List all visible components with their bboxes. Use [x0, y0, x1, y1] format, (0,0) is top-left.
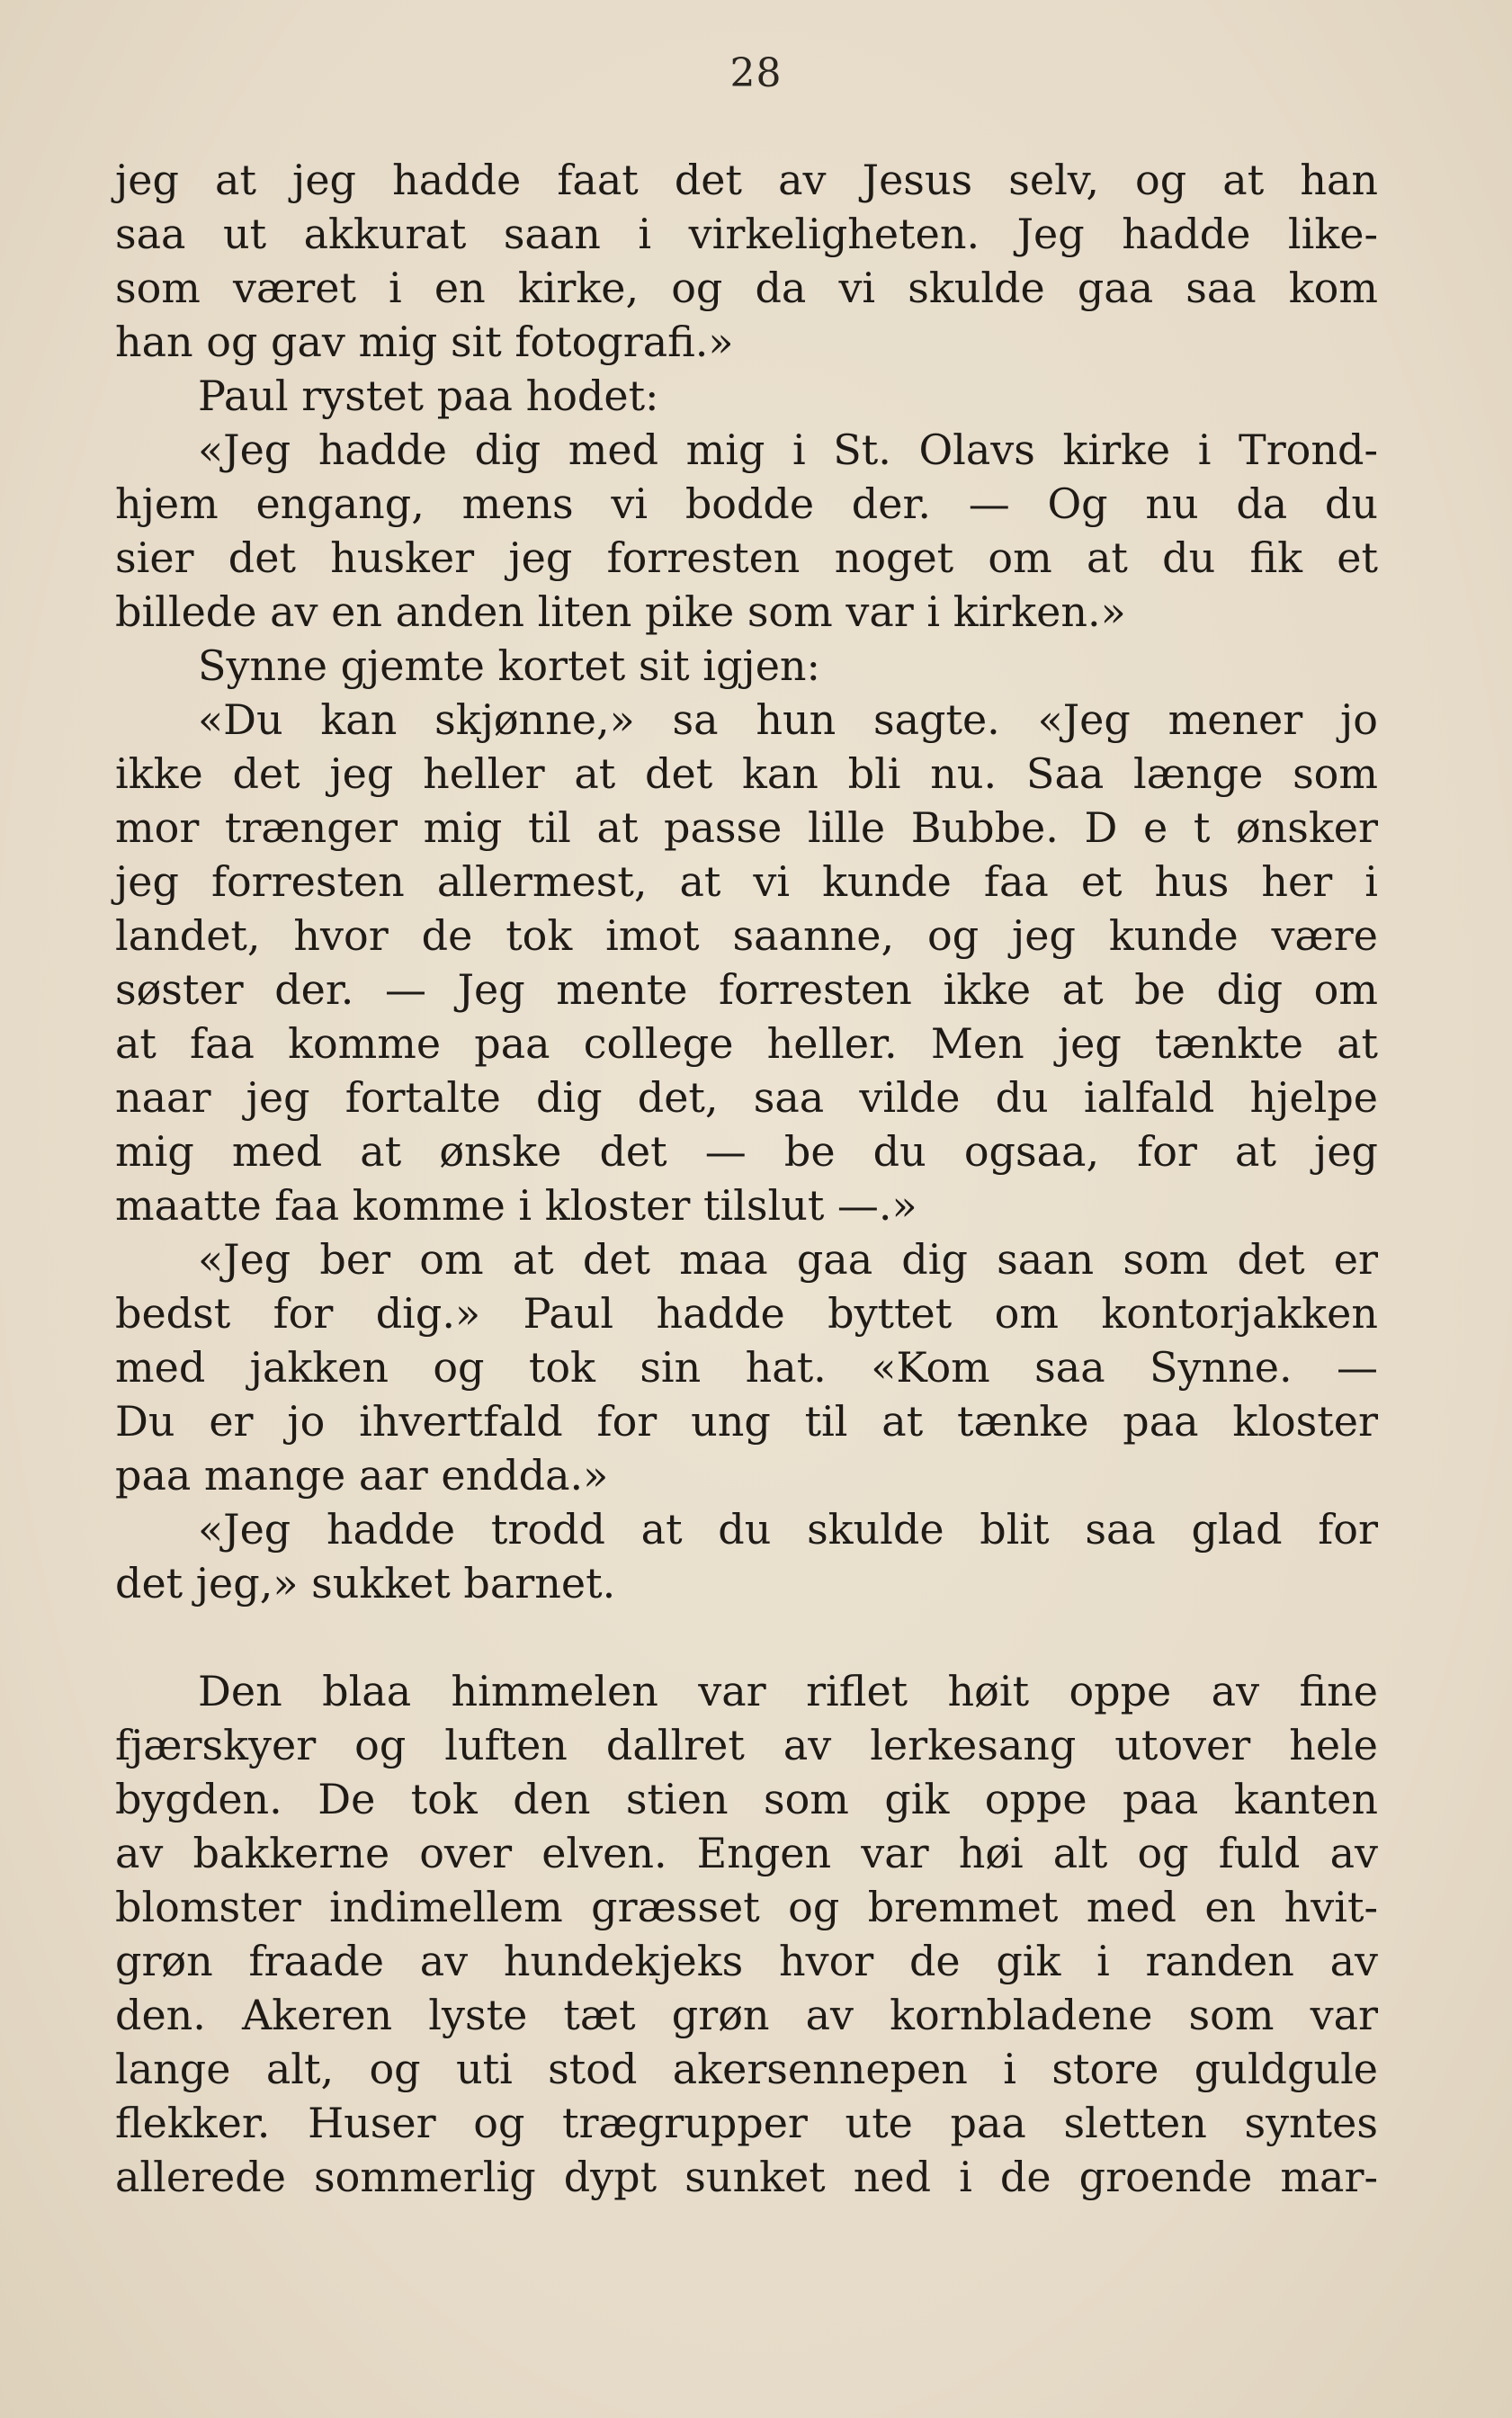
text-line: av bakkerne over elven. Engen var høi alt og fuld av — [115, 1829, 1378, 1877]
text-line: bedst for dig.» Paul hadde byttet om kontorjakken — [115, 1289, 1378, 1338]
text-line: «Jeg ber om at det maa gaa dig saan som det er — [198, 1235, 1378, 1284]
text-line: bygden. De tok den stien som gik oppe paa kanten — [115, 1775, 1378, 1823]
text-line: lange alt, og uti stod akersennepen i store guldgule — [115, 2045, 1378, 2093]
text-line: allerede sommerlig dypt sunket ned i de groende mar- — [115, 2153, 1378, 2201]
text-line: Den blaa himmelen var riflet høit oppe av fine — [198, 1667, 1378, 1715]
body-text — [115, 153, 1378, 2204]
text-line: med jakken og tok sin hat. «Kom saa Synne. — — [115, 1343, 1378, 1392]
text-line: paa mange aar endda.» — [115, 1451, 609, 1500]
text-line: Synne gjemte kortet sit igjen: — [198, 641, 821, 690]
text-line: Du er jo ihvertfald for ung til at tænke paa kloster — [115, 1397, 1378, 1446]
text-line: jeg forresten allermest, at vi kunde faa et hus her i — [115, 857, 1378, 906]
text-line: at faa komme paa college heller. Men jeg tænkte at — [115, 1019, 1378, 1068]
text-line: jeg at jeg hadde faat det av Jesus selv, og at han — [115, 156, 1378, 204]
text-line: maatte faa komme i kloster tilslut —.» — [115, 1181, 917, 1230]
text-line: mig med at ønske det — be du ogsaa, for at jeg — [115, 1127, 1378, 1176]
text-line: mor trænger mig til at passe lille Bubbe. D e t ønsker — [115, 803, 1378, 852]
text-line: som været i en kirke, og da vi skulde gaa saa kom — [115, 264, 1378, 312]
text-line: billede av en anden liten pike som var i kirken.» — [115, 587, 1126, 636]
text-line: fjærskyer og luften dallret av lerkesang utover hele — [115, 1721, 1378, 1769]
section-break — [115, 1610, 1378, 1664]
text-line: grøn fraade av hundekjeks hvor de gik i randen av — [115, 1937, 1378, 1985]
text-line: hjem engang, mens vi bodde der. — Og nu da du — [115, 479, 1378, 528]
text-line: «Jeg hadde trodd at du skulde blit saa glad for — [198, 1505, 1378, 1554]
text-line: «Jeg hadde dig med mig i St. Olavs kirke i Trond- — [198, 425, 1378, 474]
text-line: sier det husker jeg forresten noget om at du fik et — [115, 533, 1378, 582]
text-line: han og gav mig sit fotografi.» — [115, 318, 734, 366]
text-line: Paul rystet paa hodet: — [198, 372, 659, 420]
text-line: det jeg,» sukket barnet. — [115, 1559, 616, 1608]
text-line: den. Akeren lyste tæt grøn av kornbladene som var — [115, 1991, 1378, 2039]
text-line: naar jeg fortalte dig det, saa vilde du ialfald hjelpe — [115, 1073, 1378, 1122]
page-number: 28 — [729, 50, 783, 96]
text-line: «Du kan skjønne,» sa hun sagte. «Jeg mener jo — [198, 695, 1378, 744]
text-line: saa ut akkurat saan i virkeligheten. Jeg hadde like- — [115, 210, 1378, 258]
text-line: ikke det jeg heller at det kan bli nu. Saa længe som — [115, 749, 1378, 798]
text-line: flekker. Huser og trægrupper ute paa sletten syntes — [115, 2099, 1378, 2147]
text-line: søster der. — Jeg mente forresten ikke at be dig om — [115, 965, 1378, 1014]
text-line: blomster indimellem græsset og bremmet med en hvit- — [115, 1883, 1378, 1931]
text-line: landet, hvor de tok imot saanne, og jeg kunde være — [115, 911, 1378, 960]
